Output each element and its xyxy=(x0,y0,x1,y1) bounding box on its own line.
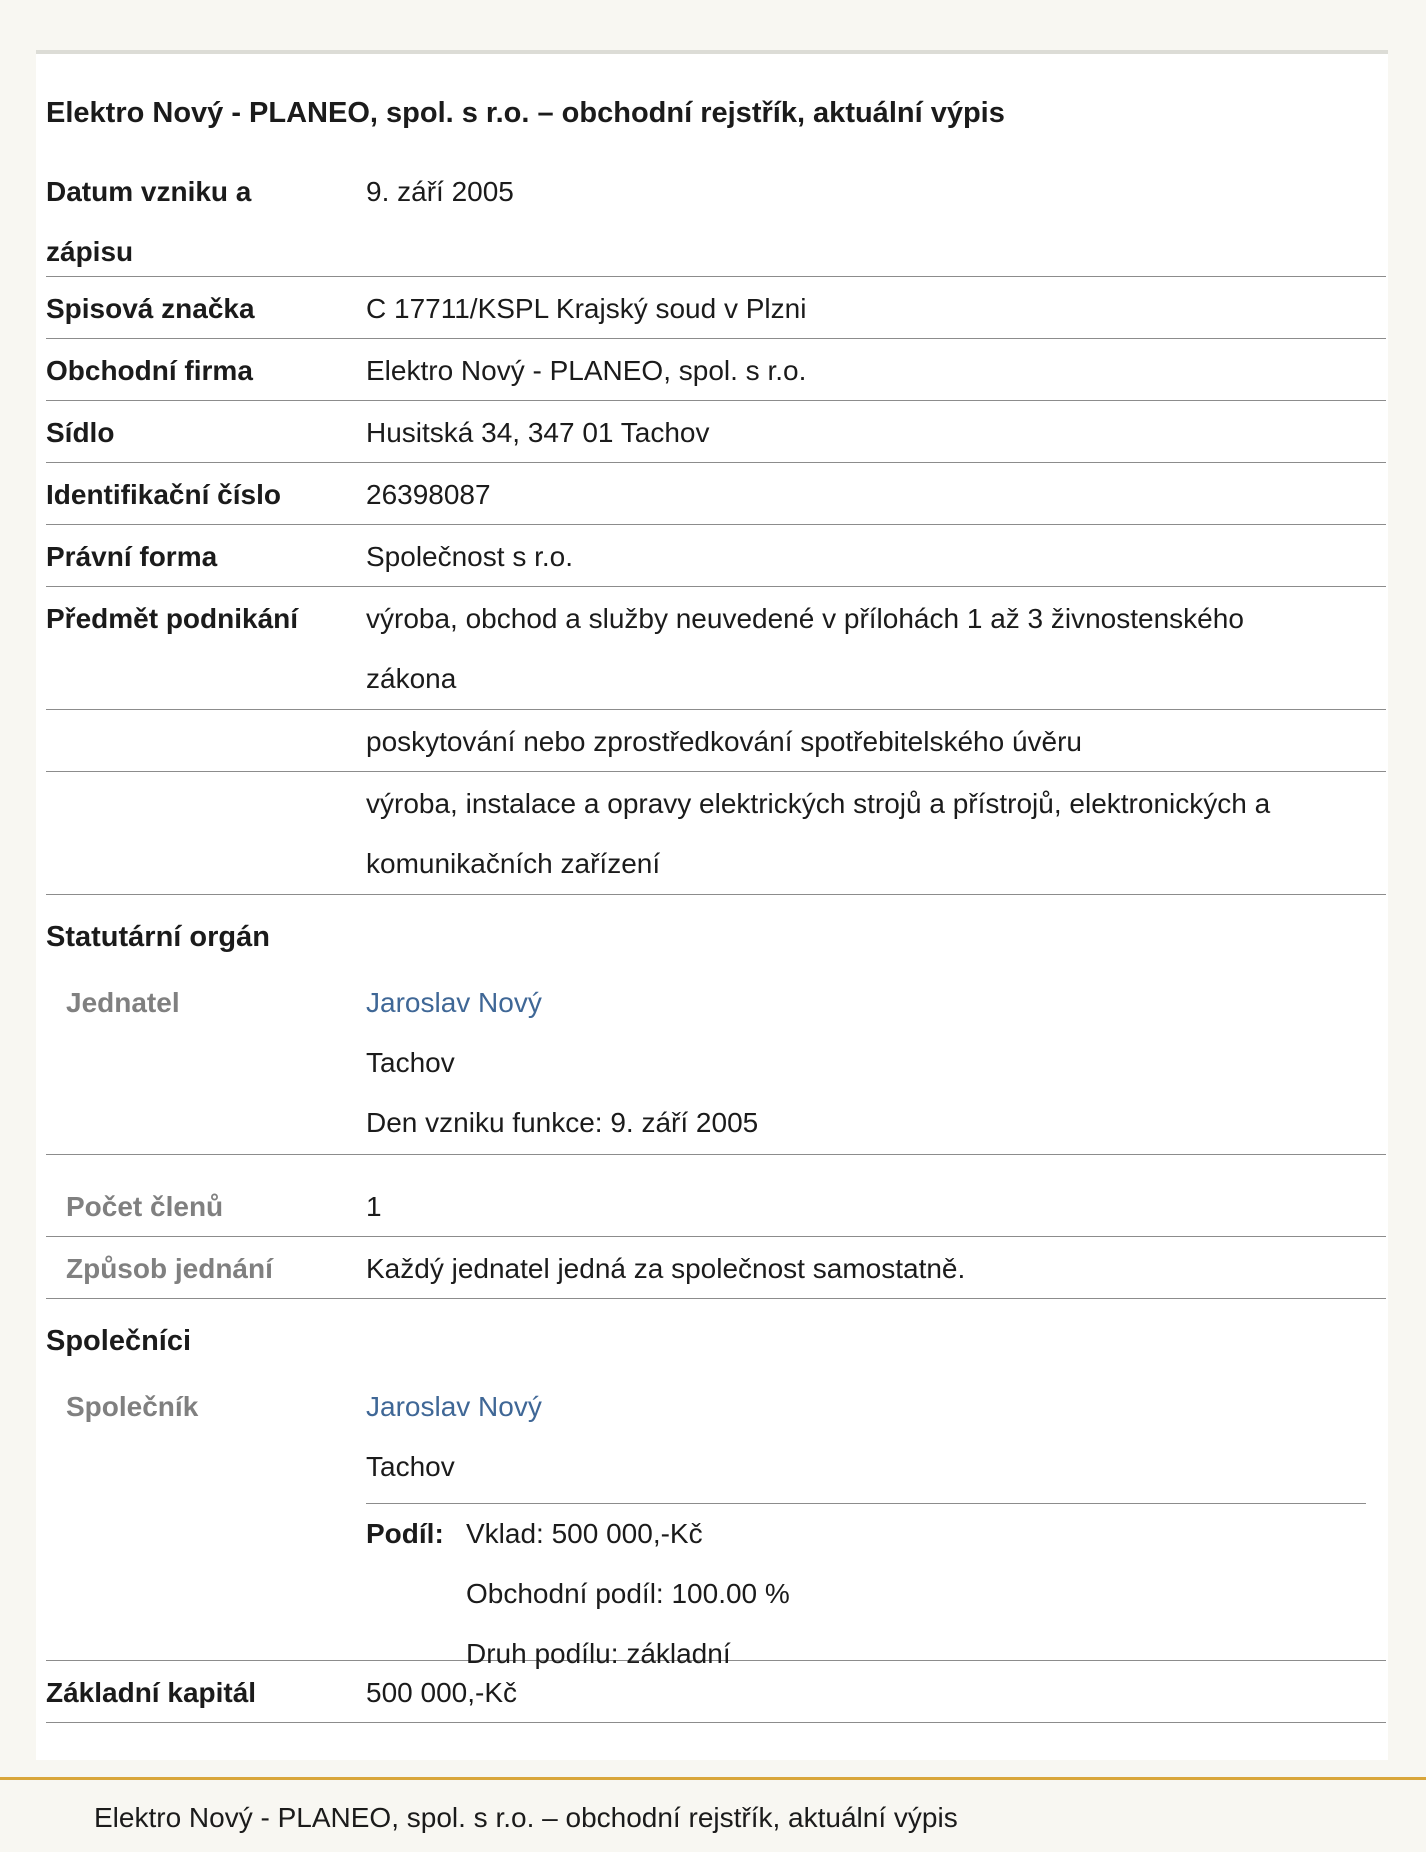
value-line: Den vzniku funkce: 9. září 2005 xyxy=(366,1107,759,1138)
row-value: 500 000,-Kč xyxy=(366,1677,517,1708)
row-value xyxy=(366,971,1386,1154)
row-value: poskytování nebo zprostředkování spotřebitelského úvěru xyxy=(366,726,1082,757)
share-details xyxy=(466,1504,790,1684)
share-line: Vklad: 500 000,-Kč xyxy=(466,1518,703,1549)
spolecnik-name-link[interactable]: Jaroslav Nový xyxy=(366,1391,542,1422)
row-label: Obchodní firma xyxy=(46,355,253,386)
row-spisova-znacka xyxy=(46,277,1386,339)
row-value: 1 xyxy=(366,1191,382,1222)
row-label: Společník xyxy=(66,1391,199,1422)
row-value: Husitská 34, 347 01 Tachov xyxy=(366,417,710,448)
section-heading-statutarni: Statutární orgán xyxy=(46,921,270,953)
label-line: zápisu xyxy=(46,236,134,267)
row-label: Předmět podnikání xyxy=(46,603,299,634)
value-line: zákona xyxy=(366,663,457,694)
value-line: Tachov xyxy=(366,1047,455,1078)
row-value: Elektro Nový - PLANEO, spol. s r.o. xyxy=(366,355,807,386)
share-line: Druh podílu: základní xyxy=(466,1638,731,1669)
row-value: Společnost s r.o. xyxy=(366,541,574,572)
row-zakladni-kapital xyxy=(46,1661,1386,1723)
register-card xyxy=(36,50,1388,1760)
row-value: 26398087 xyxy=(366,479,491,510)
row-spolecnik xyxy=(46,1375,1386,1669)
row-predmet-item xyxy=(46,772,1386,895)
row-value xyxy=(366,1375,1386,1669)
share-label: Podíl: xyxy=(366,1518,444,1549)
row-value: Každý jednatel jedná za společnost samostatně. xyxy=(366,1253,966,1284)
row-label-empty xyxy=(46,710,366,771)
row-predmet-podnikani xyxy=(46,587,1386,710)
row-zpusob-jednani xyxy=(46,1237,1386,1299)
share-block xyxy=(366,1503,1366,1684)
row-label: Sídlo xyxy=(46,417,115,448)
section-heading-spolecnici: Společníci xyxy=(46,1325,192,1357)
row-pravni-forma xyxy=(46,525,1386,587)
row-label: Spisová značka xyxy=(46,293,255,324)
row-obchodni-firma xyxy=(46,339,1386,401)
value-line: komunikačních zařízení xyxy=(366,848,661,879)
row-label: Základní kapitál xyxy=(46,1677,257,1708)
row-value: 9. září 2005 xyxy=(366,176,514,207)
row-label: Identifikační číslo xyxy=(46,479,281,510)
row-jednatel xyxy=(46,971,1386,1155)
row-datum-vzniku xyxy=(46,160,1386,277)
row-label: Počet členů xyxy=(66,1191,224,1222)
page-footer xyxy=(0,1777,1426,1852)
value-line: výroba, obchod a služby neuvedené v přílohách 1 až 3 živnostenského xyxy=(366,603,1244,634)
footer-text: Elektro Nový - PLANEO, spol. s r.o. – obchodní rejstřík, aktuální výpis xyxy=(94,1802,958,1833)
row-value xyxy=(366,772,1386,894)
row-sidlo xyxy=(46,401,1386,463)
register-content xyxy=(46,54,1386,1723)
row-label: Jednatel xyxy=(66,987,180,1018)
row-value: C 17711/KSPL Krajský soud v Plzni xyxy=(366,293,807,324)
page-title: Elektro Nový - PLANEO, spol. s r.o. – obchodní rejstřík, aktuální výpis xyxy=(46,97,1005,129)
row-label-empty xyxy=(46,772,366,894)
jednatel-name-link[interactable]: Jaroslav Nový xyxy=(366,987,542,1018)
value-line: výroba, instalace a opravy elektrických strojů a přístrojů, elektronických a xyxy=(366,788,1271,819)
value-line: Tachov xyxy=(366,1451,455,1482)
row-pocet-clenu xyxy=(46,1155,1386,1237)
row-identifikacni-cislo xyxy=(46,463,1386,525)
row-label: Právní forma xyxy=(46,541,218,572)
row-value xyxy=(366,587,1386,709)
row-label: Způsob jednání xyxy=(66,1253,273,1284)
label-line: Datum vzniku a xyxy=(46,176,252,207)
share-line: Obchodní podíl: 100.00 % xyxy=(466,1578,790,1609)
row-label xyxy=(46,160,366,276)
row-predmet-item xyxy=(46,710,1386,772)
